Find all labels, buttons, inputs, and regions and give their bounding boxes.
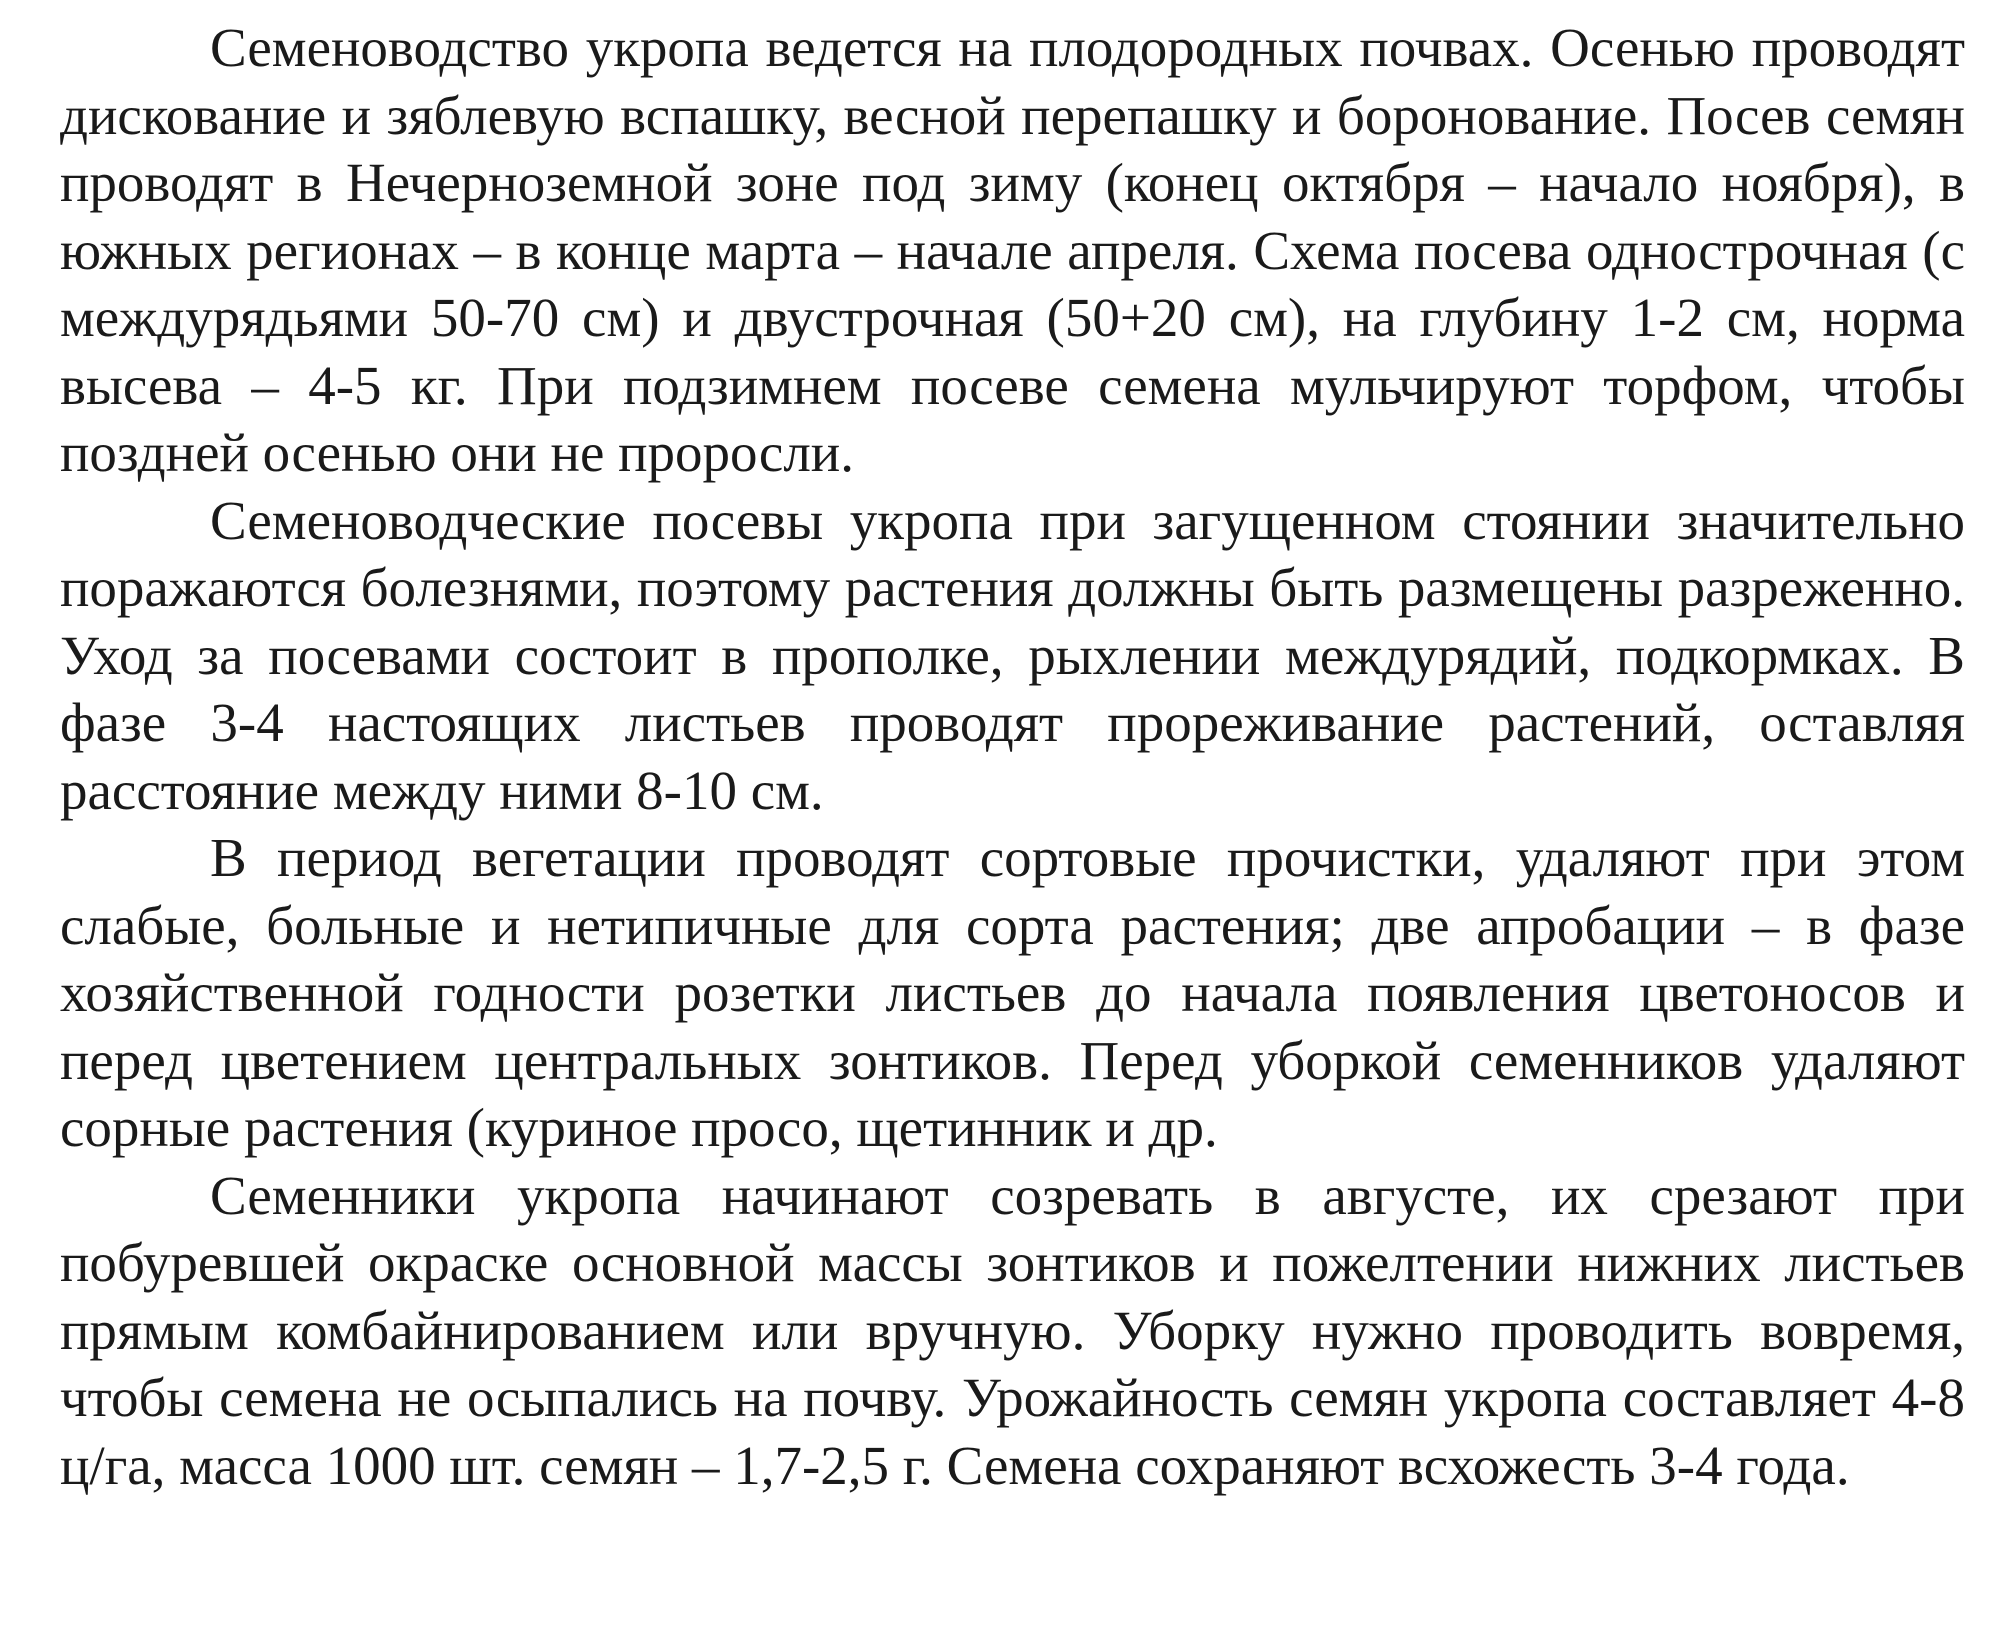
paragraph-4: Семенники укропа начинают созревать в августе, их срезают при побуревшей окраске основной массы зонтиков и пожелтении нижних листьев прямым комбайнированием или вручную. Уборку нужно проводить вовремя, чтобы семена не осыпались на почву. Урожайность семян укропа составляет 4-8 ц/га, масса 1000 шт. семян – 1,7-2,5 г. Семена сохраняют всхожесть 3-4 года.: [60, 1164, 1965, 1496]
document-body: [60, 14, 1965, 1499]
paragraph-3: В период вегетации проводят сортовые прочистки, удаляют при этом слабые, больные и нетипичные для сорта растения; две апробации – в фазе хозяйственной годности розетки листьев до начала появления цветоносов и перед цветением центральных зонтиков. Перед уборкой семенников удаляют сорные растения (куриное просо, щетинник и др.: [60, 827, 1965, 1158]
paragraph-1: Семеноводство укропа ведется на плодородных почвах. Осенью проводят дискование и зяблевую вспашку, весной перепашку и боронование. Посев семян проводят в Нечерноземной зоне под зиму (конец октября – начало ноября), в южных регионах – в конце марта – начале апреля. Схема посева однострочная (с междурядьями 50-70 см) и двустрочная (50+20 см), на глубину 1-2 см, норма высева – 4-5 кг. При подзимнем посеве семена мульчируют торфом, чтобы поздней осенью они не проросли.: [60, 17, 1965, 483]
paragraph-2: Семеноводческие посевы укропа при загущенном стоянии значительно поражаются болезнями, поэтому растения должны быть размещены разреженно. Уход за посевами состоит в прополке, рыхлении междурядий, подкормках. В фазе 3-4 настоящих листьев проводят прореживание растений, оставляя расстояние между ними 8-10 см.: [60, 489, 1965, 821]
